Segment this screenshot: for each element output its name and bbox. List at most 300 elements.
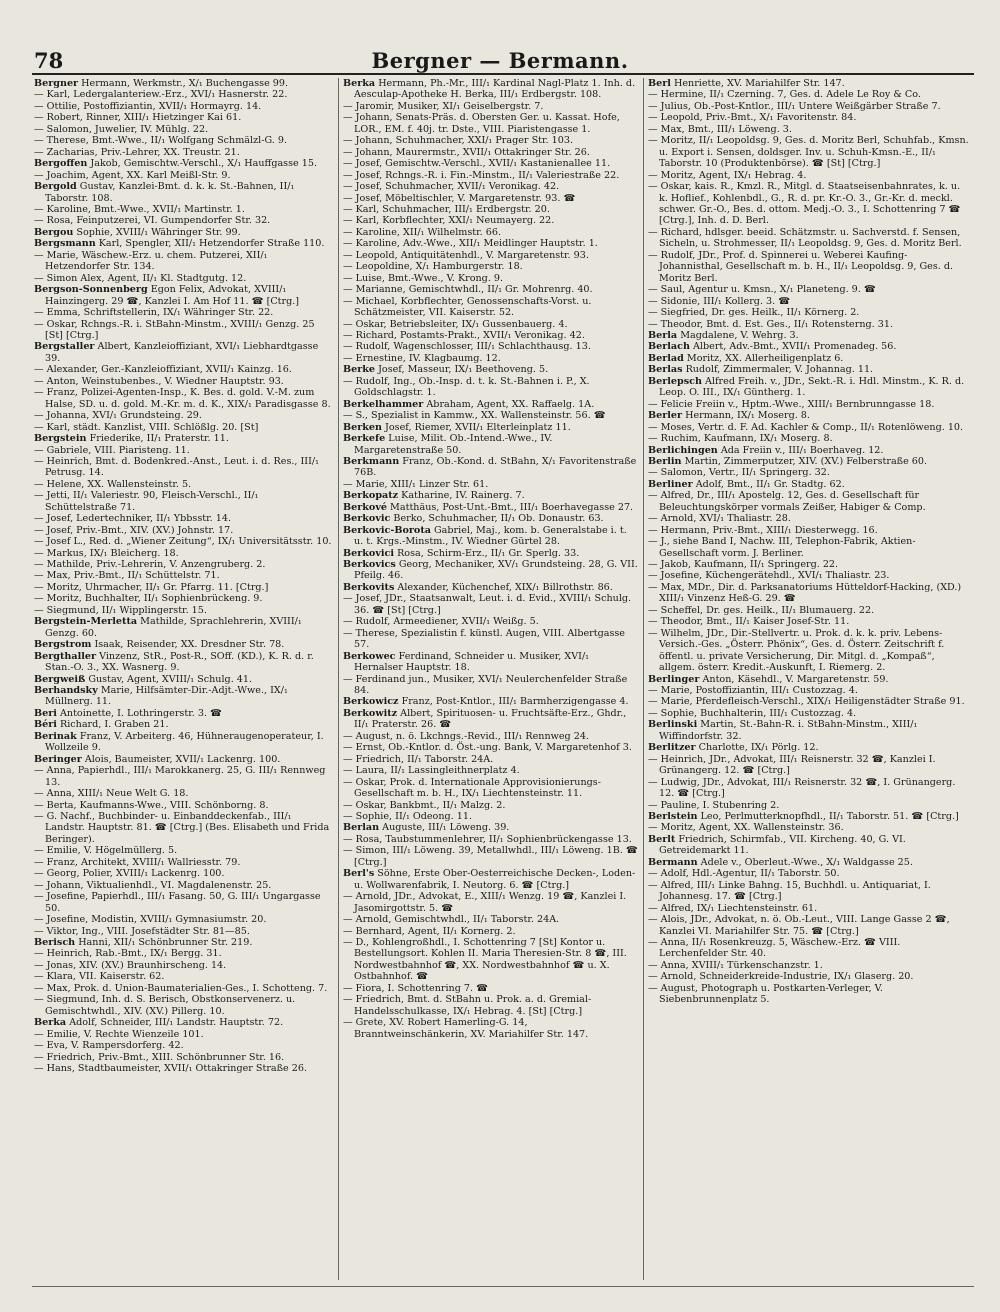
directory-entry xyxy=(343,250,639,261)
entry-text: — Rudolf, Armeediener, XVII/₁ Weißg. 5. xyxy=(343,616,539,628)
entry-surname: Berkovic xyxy=(343,513,391,525)
directory-entry xyxy=(34,101,333,112)
entry-text: — Karl, Korbflechter, XXI/₁ Neumayerg. 22. xyxy=(343,215,555,227)
directory-entry xyxy=(343,170,639,181)
entry-text: — Wilhelm, JDr., Dir.-Stellvertr. u. Prok. d. k. k. priv. Lebens-Versich.-Ges. „Österr. Phönix“, Ges. d. Österr. Zeitschrift f. öffentl. u. private Versicherung, Dir. Mitgl. d. „Kompaß“, allgem. österr. Kredit.-Auskunft, I. Riemerg. 2. xyxy=(648,627,945,674)
entry-text: Berko, Schuhmacher, II/₁ Ob. Donaustr. 63. xyxy=(390,513,604,525)
entry-text: — Karl, städt. Kanzlist, VIII. Schlößlg. 20. [St] xyxy=(34,421,259,433)
directory-entry xyxy=(343,800,639,811)
directory-entry xyxy=(34,135,333,146)
directory-entry xyxy=(648,903,970,914)
directory-entry xyxy=(648,582,970,605)
entry-text: — Karoline, Bmt.-Wwe., XVII/₁ Martinstr. 1. xyxy=(34,203,245,215)
entry-text: Ferdinand, Schneider u. Musiker, XVI/₁ Hernalser Hauptstr. 18. xyxy=(354,650,590,674)
directory-entry xyxy=(34,250,333,273)
entry-text: Leo, Perlmutterknopfhdl., II/₁ Taborstr. 51. ☎ [Ctrg.] xyxy=(697,811,959,822)
directory-entry xyxy=(34,731,333,754)
directory-entry xyxy=(648,857,970,868)
entry-text: Marie, Hilfsämter-Dir.-Adjt.-Wwe., IX/₁ Müllnerg. 11. xyxy=(45,685,288,708)
entry-text: — Ferdinand jun., Musiker, XVI/₁ Neulerchenfelder Straße 84. xyxy=(343,673,628,697)
directory-entry xyxy=(34,181,333,204)
directory-entry xyxy=(648,960,970,971)
entry-text: — Arnold, Schneiderkreide-Industrie, IX/₁ Glaserg. 20. xyxy=(648,971,914,983)
directory-entry xyxy=(34,605,333,616)
entry-text: — Ludwig, JDr., Advokat, III/₁ Reisnerstr. 32 ☎, I. Grünangerg. 12. ☎ [Ctrg.] xyxy=(648,776,956,800)
entry-text: — Friedrich, II/₁ Taborstr. 24A. xyxy=(343,753,494,765)
entry-text: — Marie, XIII/₁ Linzer Str. 61. xyxy=(343,478,489,490)
directory-entry xyxy=(34,204,333,215)
entry-text: — Josef, Priv.-Bmt., XIV. (XV.) Johnstr. 17. xyxy=(34,524,234,536)
entry-text: — Helene, XX. Wallensteinstr. 5. xyxy=(34,478,192,490)
directory-entry xyxy=(34,971,333,982)
directory-entry xyxy=(648,777,970,800)
entry-text: — Oskar, kais. R., Kmzl. R., Mitgl. d. Staatseisenbahnrates, k. u. k. Hoflief., Kohlenbdl., G., R. d. pr. Kr.-O. 3., Gr.-Kr. d. meckl. schwer. Gr.-O., Bes. d. ottom. Medj.-O. 3., I. Schottenring 7 ☎ [Ctrg.], Inh. d. D. Berl. xyxy=(648,181,961,227)
entry-text: — Bernhard, Agent, II/₁ Kornerg. 2. xyxy=(343,925,516,937)
directory-entry xyxy=(343,341,639,352)
directory-entry xyxy=(34,307,333,318)
entry-text: — August, Photograph u. Postkarten-Verleger, V. Siebenbrunnenplatz 5. xyxy=(648,982,883,1006)
entry-text: — Anton, Weinstubenbes., V. Wiedner Hauptstr. 93. xyxy=(34,375,284,387)
directory-entry xyxy=(34,273,333,284)
entry-text: — Eva, V. Rampersdorferg. 42. xyxy=(34,1040,184,1052)
directory-entry xyxy=(343,135,639,146)
directory-entry xyxy=(648,124,970,135)
directory-entry xyxy=(648,834,970,857)
entry-surname: Bergstaller xyxy=(34,341,95,353)
entry-text: — G. Nachf., Buchbinder- u. Einbanddeckenfab., III/₁ Landstr. Hauptstr. 81. ☎ [Ctrg.] (Bes. Elisabeth und Frida Beringer). xyxy=(34,811,330,845)
entry-text: — Luise, Bmt.-Wwe., V. Krong. 9. xyxy=(343,272,504,284)
entry-text: — Johanna, XVI/₁ Grundsteing. 29. xyxy=(34,410,202,422)
entry-text: — Josef, Gemischtw.-Verschl., XVII/₁ Kastanienallee 11. xyxy=(343,158,611,170)
entry-text: — Salomon, Vertr., II/₁ Springerg. 32. xyxy=(648,467,830,479)
entry-surname: Berler xyxy=(648,410,683,422)
entry-text: — Moritz, Agent, IX/₁ Hebrag. 4. xyxy=(648,169,807,181)
entry-text: — Pauline, I. Stubenring 2. xyxy=(648,799,780,811)
entry-text: Moritz, XX. Allerheiligenplatz 6. xyxy=(683,352,844,364)
entry-text: Franz, Post-Kntlor., III/₁ Barmherzigengasse 4. xyxy=(398,696,629,708)
directory-entry xyxy=(648,971,970,982)
entry-text: — Max, Bmt., III/₁ Löweng. 3. xyxy=(648,123,792,135)
directory-entry xyxy=(648,456,970,467)
entry-text: — Gabriele, VIII. Piaristeng. 11. xyxy=(34,444,190,456)
directory-entry xyxy=(343,651,639,674)
directory-entry xyxy=(34,422,333,433)
entry-text: Alfred Freih. v., JDr., Sekt.-R. i. Hdl. Minstm., K. R. d. Leop. O. III., IX/₁ Güntherg. 1. xyxy=(659,375,965,399)
directory-entry xyxy=(34,559,333,570)
directory-entry xyxy=(343,926,639,937)
entry-text: Jakob, Gemischtw.-Verschl., X/₁ Hauffgasse 15. xyxy=(87,158,318,170)
entry-text: — Karoline, XII/₁ Wilhelmstr. 66. xyxy=(343,226,502,238)
entry-text: — Ernestine, IV. Klagbaumg. 12. xyxy=(343,352,501,364)
entry-text: Gustav, Agent, XVIII/₁ Schulg. 41. xyxy=(85,673,253,685)
entry-text: Martin, St.-Bahn-R. i. StBahn-Minstm., XIII/₁ Wiffindorfstr. 32. xyxy=(659,719,918,742)
entry-text: — Mathilde, Priv.-Lehrerin, V. Anzengruberg. 2. xyxy=(34,559,266,571)
entry-text: Albert, Spirituosen- u. Fruchtsäfte-Erz., Ghdr., II/₁ Praterstr. 26. ☎ xyxy=(354,707,627,731)
directory-entry xyxy=(34,513,333,524)
entry-surname: Bergthaller xyxy=(34,650,97,662)
entry-text: — Julius, Ob.-Post-Kntlor., III/₁ Untere Weißgärber Straße 7. xyxy=(648,100,941,112)
entry-text: Egon Felix, Advokat, XVIII/₁ Hainzingerg. 29 ☎, Kanzlei I. Am Hof 11. ☎ [Ctrg.] xyxy=(45,284,300,307)
entry-text: — Friedrich, Bmt. d. StBahn u. Prok. a. d. Gremial-Handelsschulkasse, IX/₁ Hebrag. 4. [St] [Ctrg.] xyxy=(343,994,592,1017)
entry-text: Mathilde, Sprachlehrerin, XVIII/₁ Genzg. 60. xyxy=(45,616,302,639)
directory-entry xyxy=(343,994,639,1017)
entry-text: — Friedrich, Priv.-Bmt., XIII. Schönbrunner Str. 16. xyxy=(34,1051,285,1063)
directory-entry xyxy=(34,948,333,959)
directory-entry xyxy=(34,490,333,513)
directory-entry xyxy=(648,605,970,616)
directory-entry xyxy=(34,1029,333,1040)
directory-entry xyxy=(648,422,970,433)
directory-entry xyxy=(34,845,333,856)
entry-text: — Jaromir, Musiker, XI/₁ Geiselbergstr. 7. xyxy=(343,100,544,112)
entry-surname: Berkovits xyxy=(343,581,395,593)
directory-entry xyxy=(343,937,639,983)
entry-surname: Berlin xyxy=(648,455,682,467)
directory-entry xyxy=(343,215,639,226)
directory-entry xyxy=(343,868,639,891)
entry-surname: Bergsmann xyxy=(34,238,96,250)
entry-surname: Berl xyxy=(648,78,671,89)
entry-text: — Simon Alex, Agent, II/₁ Kl. Stadtgutg. 12. xyxy=(34,272,247,284)
directory-entry xyxy=(34,868,333,879)
directory-entry xyxy=(34,582,333,593)
entry-text: — Jetti, II/₁ Valeriestr. 90, Fleisch-Verschl., II/₁ Schüttelstraße 71. xyxy=(34,490,259,513)
directory-entry xyxy=(34,319,333,342)
entry-surname: Berinak xyxy=(34,730,77,742)
directory-column-2 xyxy=(343,78,639,1280)
entry-text: — Heinrich, Rab.-Bmt., IX/₁ Bergg. 31. xyxy=(34,948,222,960)
directory-entry xyxy=(34,719,333,730)
entry-text: — Markus, IX/₁ Bleicherg. 18. xyxy=(34,547,179,559)
directory-entry xyxy=(343,834,639,845)
directory-entry xyxy=(648,135,970,169)
entry-text: — Anna, XVIII/₁ Türkenschanzstr. 1. xyxy=(648,959,823,971)
directory-entry xyxy=(34,238,333,249)
entry-text: — Josefine, Papierhdl., III/₁ Fasang. 50, G. III/₁ Ungargasse 50. xyxy=(34,891,321,914)
entry-text: Matthäus, Post-Unt.-Bmt., III/₁ Boerhavegasse 27. xyxy=(387,501,634,513)
directory-entry xyxy=(343,204,639,215)
directory-entry xyxy=(648,490,970,513)
directory-entry xyxy=(343,353,639,364)
entry-text: Rosa, Schirm-Erz., II/₁ Gr. Sperlg. 33. xyxy=(394,547,580,559)
directory-entry xyxy=(34,765,333,788)
entry-text: — Rosa, Taubstummenlehrer, II/₁ Sophienbrückengasse 13. xyxy=(343,833,632,845)
entry-text: — Hermine, II/₁ Czerning. 7, Ges. d. Adele Le Roy & Co. xyxy=(648,89,921,101)
entry-text: — Josef L., Red. d. „Wiener Zeitung“, IX/₁ Universitätsstr. 10. xyxy=(34,536,332,548)
entry-text: — Oskar, Prok. d. Internationale Approvisionierungs-Gesellschaft m. b. H., IX/₁ Liechtensteinstr. 11. xyxy=(343,776,601,800)
directory-entry xyxy=(34,616,333,639)
directory-entry xyxy=(343,433,639,456)
directory-entry xyxy=(34,364,333,375)
directory-entry xyxy=(648,330,970,341)
directory-entry xyxy=(343,582,639,593)
entry-text: Martin, Zimmerputzer, XIV. (XV.) Felberstraße 60. xyxy=(681,455,928,467)
directory-entry xyxy=(343,158,639,169)
entry-surname: Berhandsky xyxy=(34,685,98,697)
entry-surname: Bergson-Sonnenberg xyxy=(34,284,148,296)
directory-entry xyxy=(34,284,333,307)
directory-entry xyxy=(34,112,333,123)
entry-surname: Berkefe xyxy=(343,433,386,445)
entry-surname: Bergner xyxy=(34,78,79,89)
directory-entry xyxy=(343,559,639,582)
directory-entry xyxy=(343,696,639,707)
entry-text: Friedrich, Schirmfab., VII. Kircheng. 40, G. VI. Getreidemarkt 11. xyxy=(659,833,906,857)
directory-entry xyxy=(34,158,333,169)
entry-text: Antoinette, I. Lothringerstr. 3. ☎ xyxy=(56,707,222,719)
entry-surname: Berka xyxy=(34,1017,67,1029)
entry-text: Hermann, Werkmstr., X/₁ Buchengasse 99. xyxy=(78,78,289,89)
directory-entry xyxy=(34,914,333,925)
entry-text: — Leopoldine, X/₁ Hamburgerstr. 18. xyxy=(343,261,523,273)
entry-text: Richard, I. Graben 21. xyxy=(56,719,169,731)
directory-entry xyxy=(34,685,333,708)
entry-text: — Josefine, Modistin, XVIII/₁ Gymnasiumstr. 20. xyxy=(34,914,267,926)
entry-surname: Beri xyxy=(34,707,57,719)
directory-entry xyxy=(648,822,970,833)
entry-text: — Moritz, Buchhalter, II/₁ Sophienbrückeng. 9. xyxy=(34,593,263,605)
directory-entry xyxy=(648,101,970,112)
entry-text: Isaak, Reisender, XX. Dresdner Str. 78. xyxy=(91,639,285,651)
directory-entry xyxy=(34,89,333,100)
entry-surname: Berlichingen xyxy=(648,444,718,456)
entry-surname: Bergou xyxy=(34,226,74,238)
entry-text: Auguste, III/₁ Löweng. 39. xyxy=(379,822,510,834)
entry-text: — Max, MDr., Dir. d. Parksanatoriums Hütteldorf-Hacking, (XD.) XIII/₁ Vinzenz Heß-G. 29. ☎ xyxy=(648,581,962,605)
directory-entry xyxy=(343,112,639,135)
directory-entry xyxy=(34,960,333,971)
entry-text: — Richard, hdlsger. beeid. Schätzmstr. u. Sachverstd. f. Sensen, Sicheln, u. Strohmesser, II/₁ Leopoldsg. 9, Ges. d. Moritz Berl. xyxy=(648,226,962,250)
directory-entry xyxy=(648,341,970,352)
directory-entry xyxy=(343,708,639,731)
entry-surname: Bergoffen xyxy=(34,158,88,170)
entry-text: — Josef, JDr., Staatsanwalt, Leut. i. d. Evid., XVIII/₁ Schulg. 36. ☎ [St] [Ctrg.] xyxy=(343,593,632,616)
entry-text: — Josef, Schuhmacher, XVII/₁ Veronikag. 42. xyxy=(343,181,560,193)
entry-text: Alexander, Küchenchef, XIX/₁ Billrothstr. 86. xyxy=(394,581,613,593)
directory-entry xyxy=(343,1017,639,1040)
directory-entry xyxy=(343,78,639,101)
entry-text: — August, n. ö. Lkchngs.-Revid., III/₁ Rennweg 24. xyxy=(343,730,589,742)
entry-text: — Franz, Architekt, XVIII/₁ Wallriesstr. 79. xyxy=(34,856,241,868)
directory-entry xyxy=(648,880,970,903)
entry-text: — Ernst, Ob.-Kntlor. d. Öst.-ung. Bank, V. Margaretenhof 3. xyxy=(343,742,632,754)
directory-entry xyxy=(648,868,970,879)
entry-surname: Berka xyxy=(343,78,376,89)
directory-entry xyxy=(343,193,639,204)
entry-surname: Bergstein xyxy=(34,433,87,445)
directory-entry xyxy=(343,181,639,192)
page-number: 78 xyxy=(34,48,64,73)
entry-text: — Johann, Viktualienhdl., VI. Magdalenenstr. 25. xyxy=(34,879,272,891)
entry-text: — Simon, III/₁ Löweng. 39, Metallwhdl., III/₁ Löweng. 1B. ☎ [Ctrg.] xyxy=(343,845,638,868)
directory-entry xyxy=(343,914,639,925)
directory-entry xyxy=(343,319,639,330)
entry-text: — Sophie, II/₁ Odeong. 11. xyxy=(343,811,473,822)
entry-text: Ada Freiin v., III/₁ Boerhaveg. 12. xyxy=(717,444,884,456)
directory-entry xyxy=(343,376,639,399)
entry-text: — Scheffel, Dr. ges. Heilk., II/₁ Blumauerg. 22. xyxy=(648,604,875,616)
entry-surname: Berkowitz xyxy=(343,707,398,719)
entry-text: — Leopold, Priv.-Bmt., X/₁ Favoritenstr. 84. xyxy=(648,112,857,124)
directory-entry xyxy=(343,777,639,800)
entry-text: Söhne, Erste Ober-Oesterreichische Decken-, Loden- u. Wollwarenfabrik, I. Neutorg. 6. ☎ [Ctrg.] xyxy=(354,868,636,891)
running-head: Bergner — Bermann. xyxy=(371,48,629,73)
directory-entry xyxy=(34,548,333,559)
directory-entry xyxy=(34,170,333,181)
header-rule xyxy=(32,73,974,75)
entry-text: Adolf, Schneider, III/₁ Landstr. Hauptstr. 72. xyxy=(66,1017,284,1029)
entry-text: Gustav, Kanzlei-Bmt. d. k. k. St.-Bahnen, II/₁ Taborstr. 108. xyxy=(45,181,295,204)
entry-surname: Berlinski xyxy=(648,719,698,731)
entry-surname: Berkelhammer xyxy=(343,398,424,410)
entry-text: Adele v., Oberleut.-Wwe., X/₁ Waldgasse 25. xyxy=(697,856,913,868)
entry-text: Sophie, XVIII/₁ Währinger Str. 99. xyxy=(73,226,241,238)
entry-text: — Franz, Polizei-Agenten-Insp., K. Bes. d. gold. V.-M. zum Halse, SD. u. d. gold. M.-Kr. m. d. K., XIX/₁ Paradisgasse 8. xyxy=(34,387,331,410)
entry-text: — Leopold, Antiquitätenhdl., V. Margaretenstr. 93. xyxy=(343,249,589,261)
entry-text: Abraham, Agent, XX. Raffaelg. 1A. xyxy=(423,398,595,410)
directory-entry xyxy=(648,525,970,536)
entry-text: — Johann, Schuhmacher, XXI/₁ Prager Str. 103. xyxy=(343,135,573,147)
directory-entry xyxy=(343,330,639,341)
entry-text: — Emilie, V. Rechte Wienzeile 101. xyxy=(34,1028,204,1040)
entry-surname: Berlad xyxy=(648,352,684,364)
directory-entry xyxy=(648,674,970,685)
entry-text: — Oskar, Betriebsleiter, IX/₁ Gussenbauerg. 4. xyxy=(343,318,568,330)
entry-text: Adolf, Bmt., II/₁ Gr. Stadtg. 62. xyxy=(692,478,845,490)
entry-text: — Josef, Möbeltischler, V. Margaretenstr. 93. ☎ xyxy=(343,192,576,204)
directory-entry xyxy=(343,513,639,524)
entry-text: — Theodor, Bmt. d. Est. Ges., II/₁ Rotensterng. 31. xyxy=(648,318,893,330)
entry-text: — Sidonie, III/₁ Kollerg. 3. ☎ xyxy=(648,295,791,307)
directory-entry xyxy=(343,227,639,238)
directory-entry xyxy=(343,238,639,249)
directory-entry xyxy=(34,215,333,226)
entry-text: Friederike, II/₁ Praterstr. 11. xyxy=(86,433,229,445)
directory-entry xyxy=(343,296,639,319)
entry-text: — Josef, Ledertechniker, II/₁ Ybbsstr. 14. xyxy=(34,513,231,525)
entry-text: Luise, Milit. Ob.-Intend.-Wwe., IV. Margaretenstraße 50. xyxy=(354,433,553,456)
entry-text: Albert, Adv.-Bmt., XVII/₁ Promenadeg. 56. xyxy=(689,341,897,353)
directory-entry xyxy=(648,742,970,753)
directory-entry xyxy=(34,811,333,845)
entry-surname: Berliner xyxy=(648,478,693,490)
directory-entry xyxy=(648,811,970,822)
entry-text: — Alfred, IX/₁ Liechtensteinstr. 61. xyxy=(648,902,818,914)
directory-column-1 xyxy=(34,78,333,1280)
entry-surname: Berlan xyxy=(343,822,380,834)
entry-surname: Berlinger xyxy=(648,673,700,685)
entry-text: — Moritz, Uhrmacher, II/₁ Gr. Pfarrg. 11. [Ctrg.] xyxy=(34,581,269,593)
directory-entry xyxy=(343,502,639,513)
entry-text: — Siegfried, Dr. ges. Heilk., II/₁ Körnerg. 2. xyxy=(648,307,860,319)
entry-text: — Georg, Polier, XVIII/₁ Lackenrg. 100. xyxy=(34,868,225,880)
entry-text: Rudolf, Zimmermaler, V. Johannag. 11. xyxy=(682,364,874,376)
entry-surname: Bergold xyxy=(34,181,77,193)
directory-entry xyxy=(34,410,333,421)
entry-text: — Arnold, Gemischtwhdl., II/₁ Taborstr. 24A. xyxy=(343,914,560,926)
entry-text: — Karl, Ledergalanteriew.-Erz., XVI/₁ Hasnerstr. 22. xyxy=(34,89,288,101)
directory-entry xyxy=(648,754,970,777)
directory-entry xyxy=(648,685,970,696)
directory-entry xyxy=(648,479,970,490)
directory-entry xyxy=(648,914,970,937)
directory-entry xyxy=(34,788,333,799)
column-divider xyxy=(643,78,644,1280)
directory-entry xyxy=(648,937,970,960)
directory-entry xyxy=(34,593,333,604)
entry-surname: Berke xyxy=(343,364,376,376)
entry-text: — Rudolf, Ing., Ob.-Insp. d. t. k. St.-Bahnen i. P., X. Goldschlagstr. 1. xyxy=(343,375,590,399)
directory-entry xyxy=(343,628,639,651)
entry-text: — Hermann, Priv.-Bmt., XIII/₁ Diesterwegg. 16. xyxy=(648,524,878,536)
entry-text: — Siegmund, II/₁ Wipplingerstr. 15. xyxy=(34,604,207,616)
directory-entry xyxy=(648,719,970,742)
directory-entry xyxy=(648,433,970,444)
entry-text: — Richard, Postamts-Prakt., XVII/₁ Veronikag. 42. xyxy=(343,329,585,341)
entry-text: — D., Kohlengroßhdl., I. Schottenring 7 [St] Kontor u. Bestellungsort. Kohlen II. Maria Theresien-Str. 8 ☎, III. Nordwestbahnhof ☎, XX. Nordwestbahnhof ☎ u. X. Ostbahnhof. ☎ xyxy=(343,936,627,983)
directory-entry xyxy=(648,250,970,284)
entry-text: — Jakob, Kaufmann, II/₁ Springerg. 22. xyxy=(648,559,839,571)
entry-text: Hermann, Ph.-Mr., III/₁ Kardinal Nagl-Platz 1. Inh. d. Aesculap-Apotheke H. Berka, III/₁ Erdbergstr. 108. xyxy=(354,78,636,101)
directory-entry xyxy=(34,1052,333,1063)
entry-surname: Berla xyxy=(648,329,678,341)
entry-text: — Alexander, Ger.-Kanzleioffiziant, XVII/₁ Kainzg. 16. xyxy=(34,364,292,376)
entry-surname: Berlach xyxy=(648,341,690,353)
directory-entry xyxy=(648,353,970,364)
directory-entry xyxy=(343,422,639,433)
entry-surname: Berkovici xyxy=(343,547,395,559)
entry-surname: Berl's xyxy=(343,868,375,880)
entry-text: — Oskar, Rchngs.-R. i. StBahn-Minstm., XVIII/₁ Genzg. 25 [St] [Ctrg.] xyxy=(34,318,315,341)
entry-text: — Jonas, XIV. (XV.) Braunhirscheng. 14. xyxy=(34,959,227,971)
directory-entry xyxy=(648,89,970,100)
entry-text: Henriette, XV. Mariahilfer Str. 147. xyxy=(670,78,845,89)
directory-entry xyxy=(343,399,639,410)
entry-surname: Berlepsch xyxy=(648,375,702,387)
entry-text: Katharine, IV. Rainerg. 7. xyxy=(398,490,525,502)
entry-text: Josef, Masseur, IX/₁ Beethoveng. 5. xyxy=(375,364,549,376)
entry-text: — Anna, XIII/₁ Neue Welt G. 18. xyxy=(34,788,189,800)
directory-entry xyxy=(648,284,970,295)
entry-text: — Therese, Spezialistin f. künstl. Augen, VIII. Albertgasse 57. xyxy=(343,627,625,651)
directory-entry xyxy=(343,731,639,742)
directory-entry xyxy=(34,891,333,914)
entry-text: Anton, Käsehdl., V. Margaretenstr. 59. xyxy=(699,673,889,685)
directory-entry xyxy=(343,261,639,272)
entry-text: Franz, Ob.-Kond. d. StBahn, X/₁ Favoritenstraße 76B. xyxy=(354,455,637,479)
directory-entry xyxy=(343,273,639,284)
entry-surname: Berkowicz xyxy=(343,696,399,708)
entry-surname: Berken xyxy=(343,421,382,433)
directory-entry xyxy=(343,811,639,822)
directory-entry xyxy=(343,845,639,868)
entry-surname: Berkové xyxy=(343,501,387,513)
directory-entry xyxy=(34,479,333,490)
directory-entry xyxy=(343,525,639,548)
entry-text: — Klara, VII. Kaiserstr. 62. xyxy=(34,971,165,983)
directory-entry xyxy=(34,674,333,685)
directory-entry xyxy=(648,708,970,719)
entry-text: — Marie, Postoffiziantin, III/₁ Custozzag. 4. xyxy=(648,685,858,697)
directory-entry xyxy=(648,78,970,89)
directory-entry xyxy=(343,983,639,994)
directory-entry xyxy=(343,822,639,833)
directory-entry xyxy=(343,742,639,753)
directory-entry xyxy=(34,525,333,536)
entry-text: — Max, Priv.-Bmt., II/₁ Schüttelstr. 71. xyxy=(34,570,220,582)
entry-text: — Siegmund, Inh. d. S. Berisch, Obstkonservenerz. u. Gemischtwhdl., XIV. (XV.) Pillerg. 10. xyxy=(34,994,296,1017)
directory-entry xyxy=(343,765,639,776)
